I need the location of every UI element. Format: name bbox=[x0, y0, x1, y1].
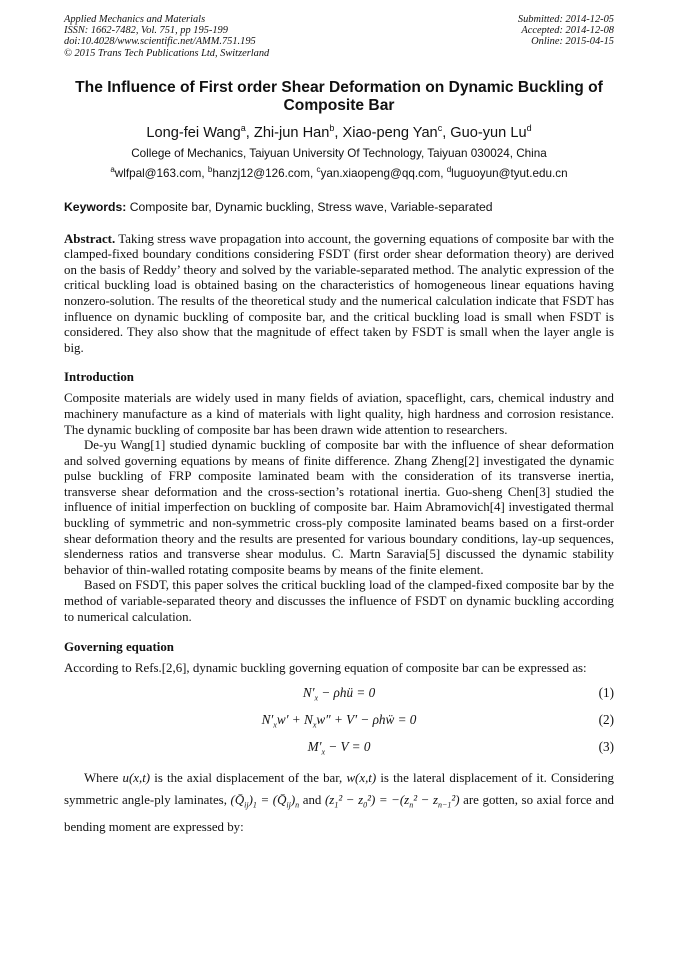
affiliation: College of Mechanics, Taiyuan University Of Technology, Taiyuan 030024, China bbox=[131, 146, 547, 160]
journal-header bbox=[64, 14, 614, 59]
online-date: Online: 2015-04-15 bbox=[531, 36, 614, 48]
section-heading-governing-equation: Governing equation bbox=[64, 640, 174, 655]
text-fragment: Considering symmetric angle-ply laminates, bbox=[64, 770, 615, 807]
inline-math: u(x,t) bbox=[122, 770, 151, 785]
author-name: Long-fei Wang bbox=[146, 124, 241, 141]
equation-2-formula: $N'_xw' + N_xw'' + V'$ − ρhẅ = 0 bbox=[261, 711, 417, 730]
equation-1-number: (1) bbox=[598, 684, 614, 700]
email: hanzj12@126.com bbox=[212, 166, 310, 180]
doi: doi:10.4028/www.scientific.net/AMM.751.195 bbox=[64, 36, 256, 48]
equation-1 bbox=[64, 680, 614, 707]
inline-math: $(Q̄_{ij})_1$ = $(Q̄_{ij})_n$ bbox=[230, 792, 300, 810]
text-fragment: axial force and bending moment are expressed by: bbox=[64, 792, 614, 835]
abstract-label: Abstract. bbox=[64, 231, 116, 246]
keywords-text: Composite bar, Dynamic buckling, Stress wave, Variable-separated bbox=[129, 199, 493, 214]
intro-paragraph-3: Based on FSDT, this paper solves the critical buckling load of the clamped-fixed composite bar by the method of variable-separated theory and discusses the influence of FSDT on dynamic buckling according to numerical calculation. bbox=[64, 578, 614, 624]
submitted-date: Submitted: 2014-12-05 bbox=[517, 14, 614, 25]
title-line-1: The Influence of First order Shear Deformation on Dynamic Buckling of bbox=[75, 78, 603, 96]
email-list: $^a$wlfpal@163.com, $^b$hanzj12@126.com, $^c$yan.xiaopeng@qq.com, $^d$luguoyun@tyut.edu.cn bbox=[110, 164, 568, 180]
email: luguoyun@tyut.edu.cn bbox=[451, 166, 568, 180]
abstract-text: Taking stress wave propagation into account, the governing equations of composite bar with the clamped-fixed boundary conditions considering FSDT (first order shear deformation theory) are derived on the basis of Reddy’ theory and solved by the variable-separated method. The analytic expression of the critical buckling load is obtained basing on the characteristics of homogeneous linear equations having nonzero-solution. The results of the theoretical study and the numerical calculation indicate that FSDT has influence on dynamic buckling of composite bar, and the critical buckling load is small when FSDT is considered. They also show that the magnitude of effect taken by FSDT is small when the layer angle is big. bbox=[64, 231, 615, 355]
intro-paragraph-2: De-yu Wang[1] studied dynamic buckling of composite bar with the influence of shear deformation and solved governing equations by means of finite difference. Zhang Zheng[2] investigated the dynamic pulse buckling of FRP composite laminated beam with the consideration of its transverse inertia, transverse shear deformation and the cross-section’s rotational inertia. Guo-sheng Chen[3] studied the influence of initial imperfection on buckling of composite bar. Haim Abramovich[4] investigated thermal buckling of symmetric and non-symmetric cross-ply composite laminated beams based on a first-order shear deformation theory and the results are presented for various boundary conditions, lay-up sequences, slenderness ratios and transverse shear modulus. C. Martn Saravia[5] discussed the dynamic stability behavior of thin-walled rotating composite beams by means of the finite element. bbox=[64, 438, 614, 577]
title-line-2: Composite Bar bbox=[283, 97, 395, 115]
intro-paragraph-1: Composite materials are widely used in many fields of aviation, spaceflight, cars, chemical industry and machinery manufacture as a kind of materials with light quality, high hardness and corrosion resistance. The dynamic buckling of composite bar has been drawn wide attention to researchers. bbox=[64, 391, 614, 437]
author-name: Zhi-jun Han bbox=[253, 124, 330, 141]
text-fragment: is the lateral displacement of it. bbox=[380, 770, 547, 785]
keywords-label: Keywords: bbox=[64, 199, 127, 214]
equation-1-formula: $N'_x$ − ρhü = 0 bbox=[302, 684, 376, 703]
email-mark: b bbox=[207, 164, 213, 174]
email-mark: a bbox=[110, 164, 115, 174]
equation-3 bbox=[64, 734, 614, 761]
email: wlfpal@163.com bbox=[114, 166, 202, 180]
paper-page bbox=[64, 14, 614, 838]
inline-math: $(z_1^2 - z_0^2) = -(z_n^2 - z_{n-1}^2)$ bbox=[325, 792, 460, 810]
abstract bbox=[64, 232, 614, 357]
text-fragment: are gotten, so bbox=[463, 792, 534, 807]
header-left bbox=[64, 14, 269, 59]
keywords bbox=[64, 200, 614, 214]
equation-2-number: (2) bbox=[598, 711, 614, 727]
author-name: Xiao-peng Yan bbox=[342, 124, 438, 141]
author-name: Guo-yun Lu bbox=[450, 124, 527, 141]
equation-3-number: (3) bbox=[598, 738, 614, 754]
email-mark: c bbox=[316, 164, 321, 174]
issn: ISSN: 1662-7482, Vol. 751, pp 195-199 bbox=[64, 25, 228, 37]
header-right bbox=[518, 14, 614, 59]
text-fragment: and bbox=[302, 792, 322, 807]
author-mark: a bbox=[240, 122, 246, 133]
paper-title bbox=[64, 79, 614, 116]
journal-name: Applied Mechanics and Materials bbox=[64, 14, 206, 25]
equation-3-formula: $M'_x - V = 0$ bbox=[307, 738, 371, 757]
governing-lead: According to Refs.[2,6], dynamic buckling governing equation of composite bar can be expressed as: bbox=[64, 661, 587, 676]
author-list: Long-fei Wang$^a$, Zhi-jun Han$^b$, Xiao-peng Yan$^c$, Guo-yun Lu$^d$ bbox=[146, 122, 532, 141]
author-mark: d bbox=[526, 122, 532, 133]
author-mark: b bbox=[329, 122, 335, 133]
accepted-date: Accepted: 2014-12-08 bbox=[521, 25, 614, 37]
section-heading-introduction: Introduction bbox=[64, 370, 134, 385]
governing-paragraph bbox=[64, 767, 614, 839]
author-mark: c bbox=[437, 122, 443, 133]
text-fragment: Where bbox=[84, 770, 119, 785]
copyright: © 2015 Trans Tech Publications Ltd, Switzerland bbox=[64, 47, 270, 59]
text-fragment: is the axial displacement of the bar, bbox=[154, 770, 343, 785]
email-mark: d bbox=[446, 164, 452, 174]
equation-2 bbox=[64, 707, 614, 734]
inline-math: w(x,t) bbox=[346, 770, 377, 785]
email: yan.xiaopeng@qq.com bbox=[320, 166, 441, 180]
